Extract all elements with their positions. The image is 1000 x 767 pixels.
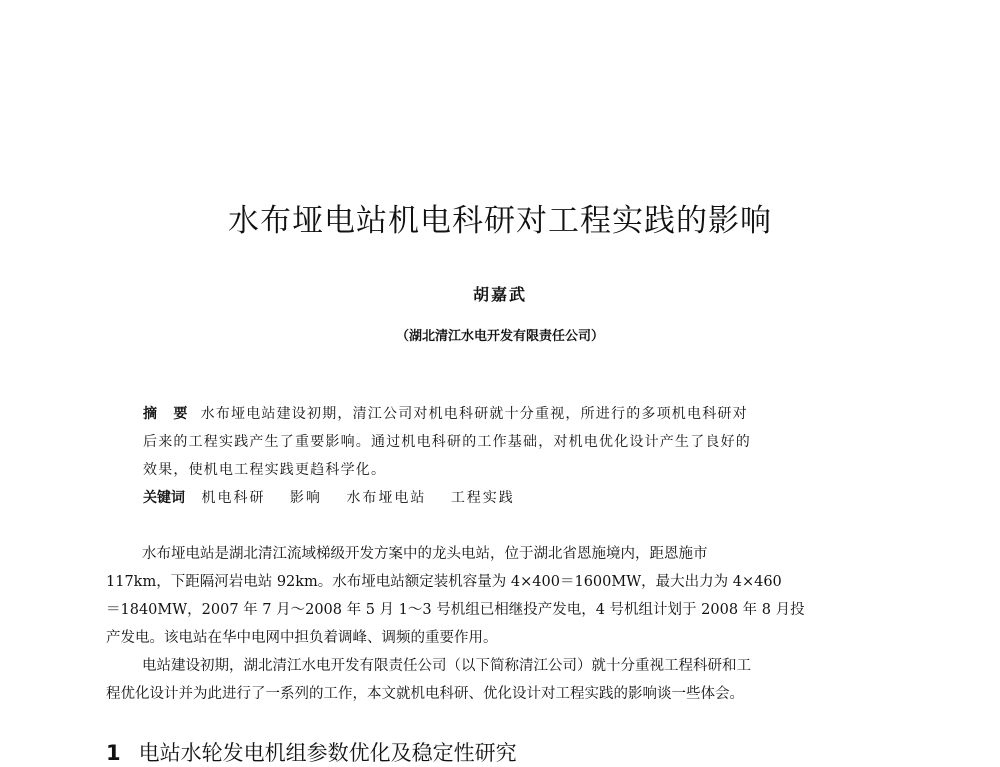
abstract — [143, 400, 863, 484]
section-number: 1 — [106, 741, 121, 765]
abstract-line — [143, 400, 863, 428]
keywords — [143, 484, 535, 512]
paragraph-line: 电站建设初期，湖北清江水电开发有限责任公司（以下简称清江公司）就十分重视工程科研和工 — [142, 658, 751, 674]
abstract-label: 摘 要 — [143, 406, 189, 422]
keyword: 水布垭电站 — [346, 490, 427, 506]
abstract-line: 后来的工程实践产生了重要影响。通过机电科研的工作基础，对机电优化设计产生了良好的 — [143, 434, 751, 450]
keyword: 机电科研 — [201, 490, 266, 506]
paper-affiliation: （湖北清江水电开发有限责任公司） — [395, 329, 604, 344]
section-heading — [106, 737, 517, 767]
paragraph-line: ＝1840MW，2007 年 7 月～2008 年 5 月 1～3 号机组已相继投产发电，4 号机组计划于 2008 年 8 月投 — [106, 602, 805, 618]
paragraph-line: 产发电。该电站在华中电网中担负着调峰、调频的重要作用。 — [106, 630, 498, 646]
paper-author: 胡嘉武 — [472, 285, 527, 304]
keywords-label: 关键词 — [143, 490, 185, 506]
paper-title: 水布垭电站机电科研对工程实践的影响 — [228, 203, 772, 239]
section-title: 电站水轮发电机组参数优化及稳定性研究 — [138, 741, 517, 765]
body-text — [106, 540, 896, 708]
paragraph-line: 程优化设计并为此进行了一系列的工作，本文就机电科研、优化设计对工程实践的影响谈一些体会。 — [106, 686, 744, 702]
paragraph-line: 水布垭电站是湖北清江流域梯级开发方案中的龙头电站，位于湖北省恩施境内，距恩施市 — [142, 546, 708, 562]
abstract-text: 水布垭电站建设初期，清江公司对机电科研就十分重视，所进行的多项机电科研对 — [200, 406, 748, 422]
paragraph-line: 117km，下距隔河岩电站 92km。水布垭电站额定装机容量为 4×400＝1600MW，最大出力为 4×460 — [106, 574, 782, 590]
keyword: 影响 — [289, 490, 322, 506]
abstract-line: 效果，使机电工程实践更趋科学化。 — [143, 462, 387, 478]
keyword: 工程实践 — [450, 490, 515, 506]
